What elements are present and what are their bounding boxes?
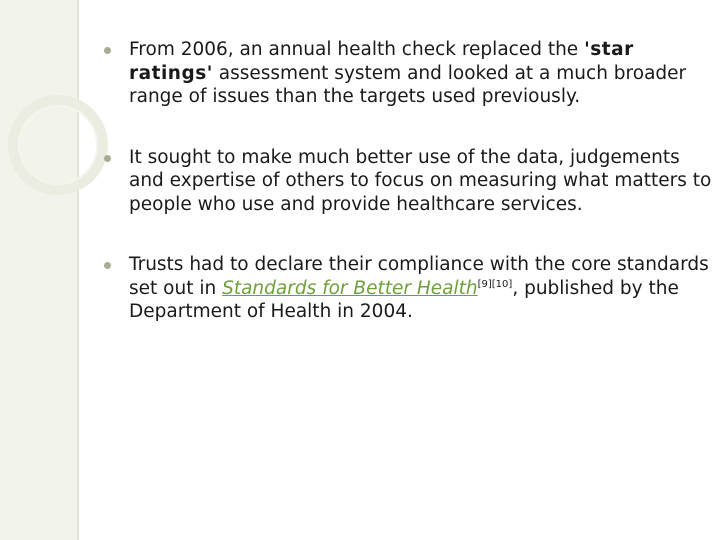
bullet-dot-icon	[104, 155, 111, 162]
bullet-text: From 2006, an annual health check replaced the	[129, 39, 585, 60]
decorative-side-bar	[0, 0, 78, 540]
decorative-divider	[77, 0, 79, 540]
bullet-text: It sought to make much better use of the data, judgements and expertise of others to focus on measuring what matters to people who use and provide healthcare services.	[129, 146, 712, 215]
bullet-item-2	[100, 146, 712, 217]
standards-link[interactable]: Standards for Better Health	[222, 277, 478, 299]
bullet-text: Trusts had to declare their compliance with the core standards set out in	[129, 254, 709, 299]
slide-content	[100, 38, 712, 361]
bullet-list	[100, 38, 712, 324]
bullet-dot-icon	[104, 47, 111, 54]
bullet-text: assessment system and looked at a much broader range of issues than the targets used previously.	[129, 62, 687, 107]
bullet-item-3	[100, 253, 712, 324]
decorative-ring-inner	[18, 105, 98, 185]
emphasis-text: 'star ratings'	[129, 39, 634, 84]
bullet-item-1	[100, 38, 712, 109]
citation-reference[interactable]: [9][10]	[477, 278, 513, 290]
bullet-text: , published by the Department of Health in 2004.	[129, 277, 679, 322]
bullet-dot-icon	[104, 262, 111, 269]
